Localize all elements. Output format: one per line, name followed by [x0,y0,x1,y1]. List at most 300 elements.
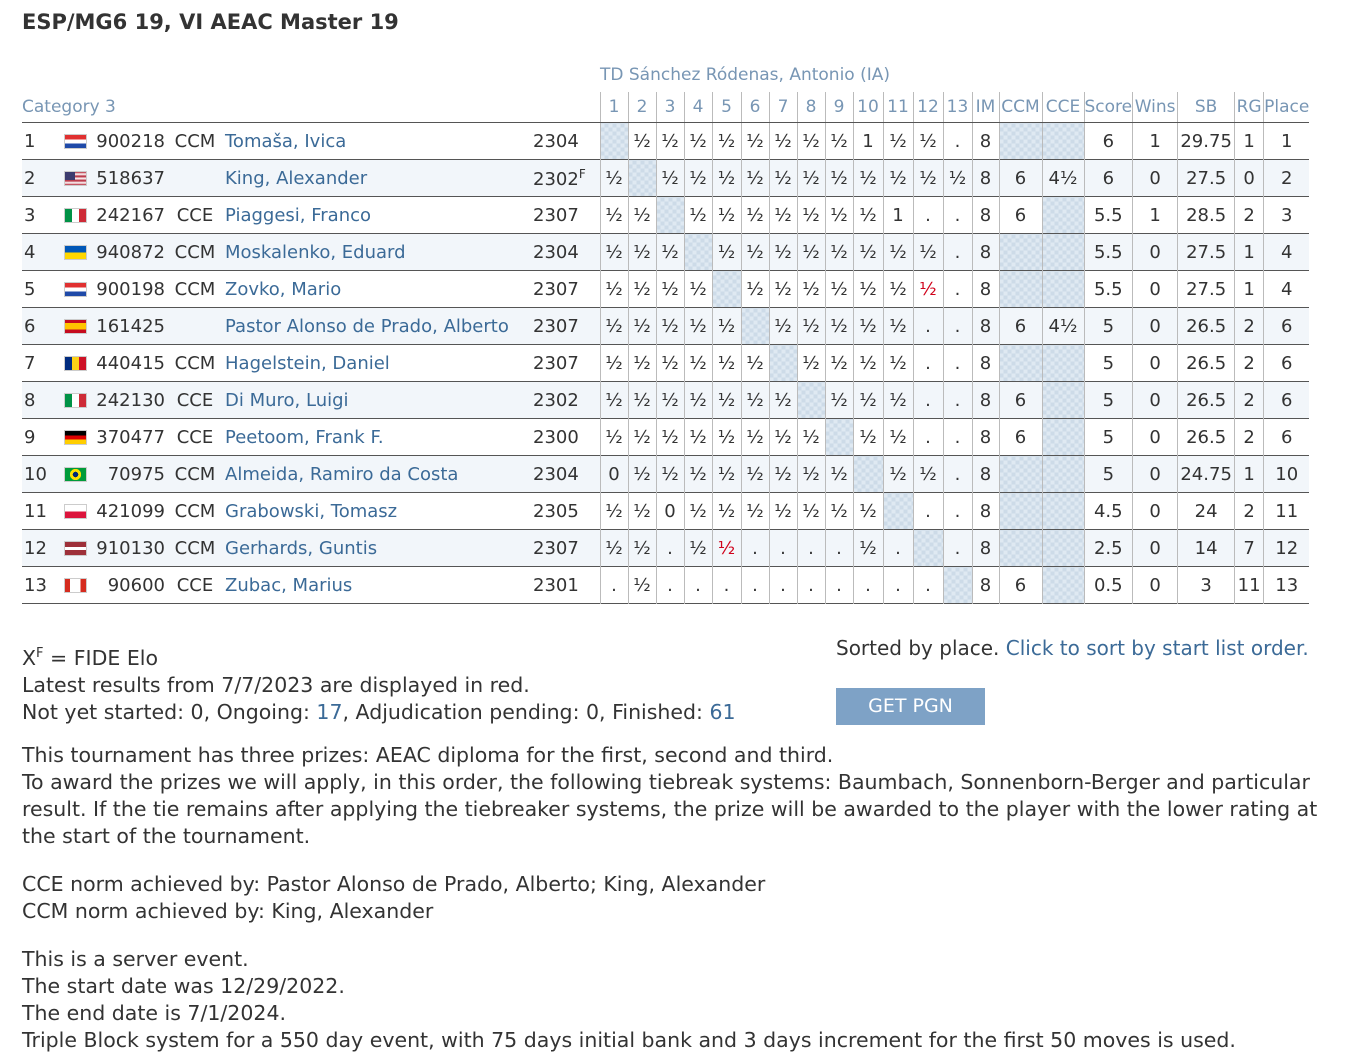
result-cell[interactable]: ½ [628,567,656,604]
flag-cell [56,160,96,197]
self-cell [712,271,741,308]
column-header: RG [1235,92,1264,123]
result-cell[interactable]: ½ [684,123,712,160]
result-cell[interactable]: ½ [883,234,913,271]
result-cell[interactable]: ½ [712,419,741,456]
result-cell[interactable]: ½ [883,123,913,160]
column-header: Place [1264,92,1310,123]
sb-cell: 27.5 [1178,160,1235,197]
player-row [22,234,1309,271]
player-title: CCE [176,426,214,448]
start-date-line: The start date was 12/29/2022. [22,974,345,998]
result-cell[interactable]: ½ [600,308,628,345]
result-cell[interactable]: ½ [684,493,712,530]
self-cell [913,530,943,567]
flag-icon [64,319,87,334]
result-cell[interactable]: ½ [712,160,741,197]
fide-marker: F [578,166,586,181]
result-cell[interactable]: ½ [656,234,684,271]
elo-value: 2302 [533,389,579,411]
sort-start-list-link[interactable]: Click to sort by start list order. [1005,636,1309,660]
cce-cell [1042,271,1084,308]
elo-value: 2304 [533,463,579,485]
im-cell: 8 [972,530,999,567]
event-info-block [22,946,1342,1054]
sb-cell: 26.5 [1178,382,1235,419]
self-cell [769,345,797,382]
place-cell: 12 [1264,530,1310,567]
result-cell[interactable]: ½ [825,308,853,345]
score-cell: 5 [1084,308,1133,345]
column-header: 11 [883,92,913,123]
column-header: 5 [712,92,741,123]
result-cell[interactable]: ½ [853,419,883,456]
result-cell[interactable]: ½ [825,234,853,271]
status-line [22,699,1342,726]
result-cell[interactable]: 0 [600,456,628,493]
result-cell[interactable]: ½ [741,345,769,382]
im-cell: 8 [972,234,999,271]
flag-icon [64,430,87,445]
rg-cell: 2 [1235,197,1264,234]
place-cell: 6 [1264,345,1310,382]
rg-cell: 7 [1235,530,1264,567]
im-cell: 8 [972,271,999,308]
player-elo [519,382,600,419]
end-date-line: The end date is 7/1/2024. [22,1001,286,1025]
result-cell: . [741,567,769,604]
result-cell[interactable]: ½ [797,308,825,345]
result-cell: . [913,493,943,530]
result-cell[interactable]: ½ [684,308,712,345]
result-cell[interactable]: ½ [853,530,883,567]
result-cell[interactable]: ½ [797,123,825,160]
player-title: CCE [176,574,214,596]
ccm-cell [999,530,1042,567]
player-name-link[interactable]: Di Muro, Luigi [225,389,349,411]
player-name-link[interactable]: Grabowski, Tomasz [225,500,398,522]
result-cell[interactable]: ½ [741,419,769,456]
result-cell[interactable]: ½ [943,160,972,197]
flag-icon [64,282,87,297]
result-cell[interactable]: ½ [883,160,913,197]
result-cell: . [913,567,943,604]
rg-cell: 2 [1235,308,1264,345]
result-cell[interactable]: ½ [797,234,825,271]
flag-icon [64,356,87,371]
result-cell[interactable]: ½ [712,234,741,271]
column-header: 2 [628,92,656,123]
result-cell[interactable]: ½ [853,345,883,382]
result-cell[interactable]: ½ [600,530,628,567]
result-cell[interactable]: ½ [741,197,769,234]
player-name-link[interactable]: Almeida, Ramiro da Costa [225,463,459,485]
elo-value: 2304 [533,130,579,152]
result-cell[interactable]: ½ [769,234,797,271]
flag-cell [56,271,96,308]
result-cell[interactable]: ½ [769,456,797,493]
cce-cell [1042,234,1084,271]
result-cell[interactable]: ½ [684,419,712,456]
result-cell[interactable]: ½ [628,234,656,271]
result-cell[interactable]: ½ [656,308,684,345]
player-number: 1 [24,130,36,152]
result-cell[interactable]: ½ [684,530,712,567]
result-cell[interactable]: ½ [769,419,797,456]
result-cell[interactable]: ½ [712,308,741,345]
result-cell[interactable]: ½ [684,197,712,234]
result-cell: . [943,530,972,567]
result-cell[interactable]: ½ [628,493,656,530]
result-cell[interactable]: ½ [769,382,797,419]
cce-cell [1042,456,1084,493]
place-cell: 11 [1264,493,1310,530]
status-prefix: Not yet started: 0, Ongoing: [22,699,317,724]
result-cell: . [684,567,712,604]
event-type-line: This is a server event. [22,947,249,971]
player-elo [519,345,600,382]
legend-x: X [22,645,37,670]
result-cell[interactable]: ½ [853,308,883,345]
ccm-norm-line: CCM norm achieved by: King, Alexander [22,899,434,923]
result-cell[interactable]: ½ [656,160,684,197]
cce-cell [1042,123,1084,160]
player-name-link[interactable]: King, Alexander [225,167,368,189]
result-cell: . [825,530,853,567]
result-cell[interactable]: ½ [656,419,684,456]
player-id: 910130 [96,537,165,559]
result-cell[interactable]: ½ [883,271,913,308]
wins-cell: 0 [1133,567,1178,604]
result-cell[interactable]: ½ [600,382,628,419]
player-id: 90600 [107,574,165,596]
player-title [171,160,219,197]
result-cell[interactable]: ½ [769,271,797,308]
player-row [22,567,1309,604]
result-cell[interactable]: ½ [797,419,825,456]
player-number: 6 [24,315,36,337]
result-cell[interactable]: ½ [853,160,883,197]
prizes-line-1: This tournament has three prizes: AEAC diploma for the first, second and third. [22,743,834,767]
result-cell[interactable]: ½ [741,123,769,160]
player-id: 421099 [96,500,165,522]
player-row [22,197,1309,234]
flag-cell [56,123,96,160]
result-cell[interactable]: ½ [825,160,853,197]
result-cell[interactable]: 1 [883,197,913,234]
result-cell[interactable]: ½ [825,493,853,530]
result-cell[interactable]: ½ [684,160,712,197]
player-title: CCM [174,241,216,263]
result-cell[interactable]: ½ [825,123,853,160]
player-title: CCM [174,352,216,374]
result-cell[interactable]: ½ [600,271,628,308]
im-cell: 8 [972,456,999,493]
result-cell: . [913,308,943,345]
latest-result-cell: ½ [913,271,943,308]
rg-cell: 1 [1235,234,1264,271]
wins-cell: 1 [1133,197,1178,234]
flag-icon [64,208,87,223]
result-cell[interactable]: ½ [741,382,769,419]
player-name-link[interactable]: Peetoom, Frank F. [225,426,384,448]
score-cell: 5.5 [1084,234,1133,271]
result-cell[interactable]: ½ [913,160,943,197]
status-mid: , Adjudication pending: 0, Finished: [342,699,710,724]
get-pgn-button[interactable]: GET PGN [836,688,985,725]
elo-value: 2300 [533,426,579,448]
flag-icon [64,467,87,482]
result-cell: . [712,567,741,604]
result-cell[interactable]: ½ [797,493,825,530]
result-cell[interactable]: ½ [712,382,741,419]
player-elo [519,493,600,530]
result-cell[interactable]: ½ [684,456,712,493]
player-name-link[interactable]: Hagelstein, Daniel [225,352,390,374]
result-cell[interactable]: ½ [628,345,656,382]
player-name-link[interactable]: Gerhards, Guntis [225,537,378,559]
category-label: Category 3 [22,92,600,123]
column-header: CCM [999,92,1042,123]
im-cell: 8 [972,419,999,456]
crosstable [22,92,1309,604]
finished-link[interactable]: 61 [709,699,736,724]
result-cell: . [656,530,684,567]
result-cell[interactable]: 1 [853,123,883,160]
result-cell[interactable]: ½ [883,382,913,419]
result-cell[interactable]: ½ [600,493,628,530]
flag-cell [56,234,96,271]
elo-value: 2307 [533,537,579,559]
result-cell[interactable]: ½ [853,271,883,308]
rg-cell: 2 [1235,419,1264,456]
place-cell: 2 [1264,160,1310,197]
result-cell: . [769,567,797,604]
cce-cell [1042,567,1084,604]
result-cell[interactable]: ½ [913,123,943,160]
result-cell[interactable]: ½ [628,530,656,567]
column-header: IM [972,92,999,123]
result-cell[interactable]: ½ [853,382,883,419]
result-cell[interactable]: ½ [769,308,797,345]
result-cell[interactable]: ½ [684,345,712,382]
column-header: 13 [943,92,972,123]
self-cell [600,123,628,160]
result-cell[interactable]: ½ [741,234,769,271]
flag-cell [56,382,96,419]
rg-cell: 11 [1235,567,1264,604]
flag-cell [56,197,96,234]
result-cell[interactable]: ½ [712,456,741,493]
result-cell[interactable]: 0 [656,493,684,530]
result-cell[interactable]: ½ [628,271,656,308]
result-cell[interactable]: ½ [628,123,656,160]
result-cell: . [943,345,972,382]
player-name-link[interactable]: Moskalenko, Eduard [225,241,406,263]
flag-cell [56,308,96,345]
player-name-link[interactable]: Zubac, Marius [225,574,353,596]
rg-cell: 2 [1235,345,1264,382]
result-cell[interactable]: ½ [825,197,853,234]
wins-cell: 0 [1133,271,1178,308]
result-cell[interactable]: ½ [825,456,853,493]
result-cell[interactable]: ½ [628,456,656,493]
result-cell[interactable]: ½ [797,456,825,493]
player-title: CCE [176,389,214,411]
result-cell[interactable]: ½ [741,271,769,308]
result-cell[interactable]: ½ [600,419,628,456]
result-cell[interactable]: ½ [797,345,825,382]
result-cell[interactable]: ½ [600,234,628,271]
result-cell[interactable]: ½ [769,197,797,234]
flag-cell [56,493,96,530]
cce-cell [1042,419,1084,456]
player-name-link[interactable]: Piaggesi, Franco [225,204,372,226]
im-cell: 8 [972,345,999,382]
column-header: CCE [1042,92,1084,123]
result-cell[interactable]: ½ [656,382,684,419]
legend-text: = FIDE Elo [43,645,159,670]
result-cell: . [913,419,943,456]
player-name-link[interactable]: Pastor Alonso de Prado, Alberto [225,315,509,337]
result-cell[interactable]: ½ [741,160,769,197]
result-cell[interactable]: ½ [769,123,797,160]
result-cell[interactable]: ½ [600,345,628,382]
ccm-cell: 6 [999,308,1042,345]
player-elo [519,123,600,160]
result-cell[interactable]: ½ [684,271,712,308]
player-title [171,308,219,345]
result-cell: . [943,234,972,271]
place-cell: 1 [1264,123,1310,160]
result-cell[interactable]: ½ [797,197,825,234]
result-cell[interactable]: ½ [712,493,741,530]
ccm-cell: 6 [999,197,1042,234]
result-cell[interactable]: ½ [769,493,797,530]
result-cell[interactable]: ½ [853,493,883,530]
rg-cell: 1 [1235,123,1264,160]
sb-cell: 27.5 [1178,234,1235,271]
player-id: 370477 [96,426,165,448]
player-row [22,382,1309,419]
result-cell[interactable]: ½ [825,271,853,308]
player-id: 440415 [96,352,165,374]
result-cell[interactable]: ½ [883,308,913,345]
ongoing-link[interactable]: 17 [316,699,343,724]
result-cell[interactable]: ½ [656,345,684,382]
player-elo [519,160,600,197]
result-cell[interactable]: ½ [883,456,913,493]
result-cell[interactable]: ½ [797,160,825,197]
result-cell[interactable]: ½ [600,160,628,197]
ccm-cell [999,456,1042,493]
result-cell[interactable]: ½ [825,382,853,419]
result-cell[interactable]: ½ [628,308,656,345]
result-cell: . [943,271,972,308]
elo-value: 2307 [533,352,579,374]
wins-cell: 0 [1133,530,1178,567]
result-cell: . [797,567,825,604]
result-cell: . [825,567,853,604]
result-cell[interactable]: ½ [684,382,712,419]
result-cell[interactable]: ½ [712,345,741,382]
column-header: 6 [741,92,769,123]
column-header: Score [1084,92,1133,123]
result-cell[interactable]: ½ [656,123,684,160]
result-cell[interactable]: ½ [883,345,913,382]
result-cell[interactable]: ½ [628,419,656,456]
player-number: 7 [24,352,36,374]
result-cell[interactable]: ½ [853,197,883,234]
sb-cell: 26.5 [1178,345,1235,382]
result-cell: . [600,567,628,604]
flag-icon [64,245,87,260]
score-cell: 5.5 [1084,271,1133,308]
sb-cell: 24 [1178,493,1235,530]
result-cell[interactable]: ½ [913,234,943,271]
result-cell[interactable]: ½ [797,271,825,308]
result-cell[interactable]: ½ [825,345,853,382]
result-cell: . [883,530,913,567]
flag-cell [56,345,96,382]
result-cell[interactable]: ½ [656,271,684,308]
player-number: 9 [24,426,36,448]
result-cell[interactable]: ½ [741,493,769,530]
sb-cell: 29.75 [1178,123,1235,160]
self-cell [656,197,684,234]
elo-value: 2307 [533,315,579,337]
self-cell [825,419,853,456]
cce-cell [1042,197,1084,234]
flag-icon [64,578,87,593]
result-cell[interactable]: ½ [600,197,628,234]
player-number: 11 [24,500,47,522]
elo-value: 2302 [533,168,579,190]
result-cell[interactable]: ½ [628,197,656,234]
player-name-link[interactable]: Zovko, Mario [225,278,342,300]
player-name-link[interactable]: Tomaša, Ivica [225,130,347,152]
rg-cell: 2 [1235,493,1264,530]
result-cell[interactable]: ½ [741,456,769,493]
player-id: 518637 [96,167,165,189]
player-elo [519,234,600,271]
result-cell[interactable]: ½ [712,123,741,160]
result-cell: . [913,197,943,234]
column-header: 12 [913,92,943,123]
result-cell: . [741,530,769,567]
result-cell[interactable]: ½ [769,160,797,197]
result-cell[interactable]: ½ [883,419,913,456]
result-cell[interactable]: ½ [913,456,943,493]
place-cell: 3 [1264,197,1310,234]
result-cell[interactable]: ½ [712,197,741,234]
sb-cell: 28.5 [1178,197,1235,234]
result-cell[interactable]: ½ [628,382,656,419]
player-elo [519,567,600,604]
result-cell[interactable]: ½ [656,456,684,493]
tournament-director: TD Sánchez Ródenas, Antonio (IA) [600,65,891,85]
self-cell [684,234,712,271]
result-cell: . [853,567,883,604]
prizes-block [22,742,1342,850]
ccm-cell [999,493,1042,530]
player-title: CCM [174,130,216,152]
result-cell[interactable]: ½ [853,234,883,271]
rg-cell: 1 [1235,456,1264,493]
player-title: CCM [174,278,216,300]
wins-cell: 0 [1133,308,1178,345]
cce-cell [1042,345,1084,382]
